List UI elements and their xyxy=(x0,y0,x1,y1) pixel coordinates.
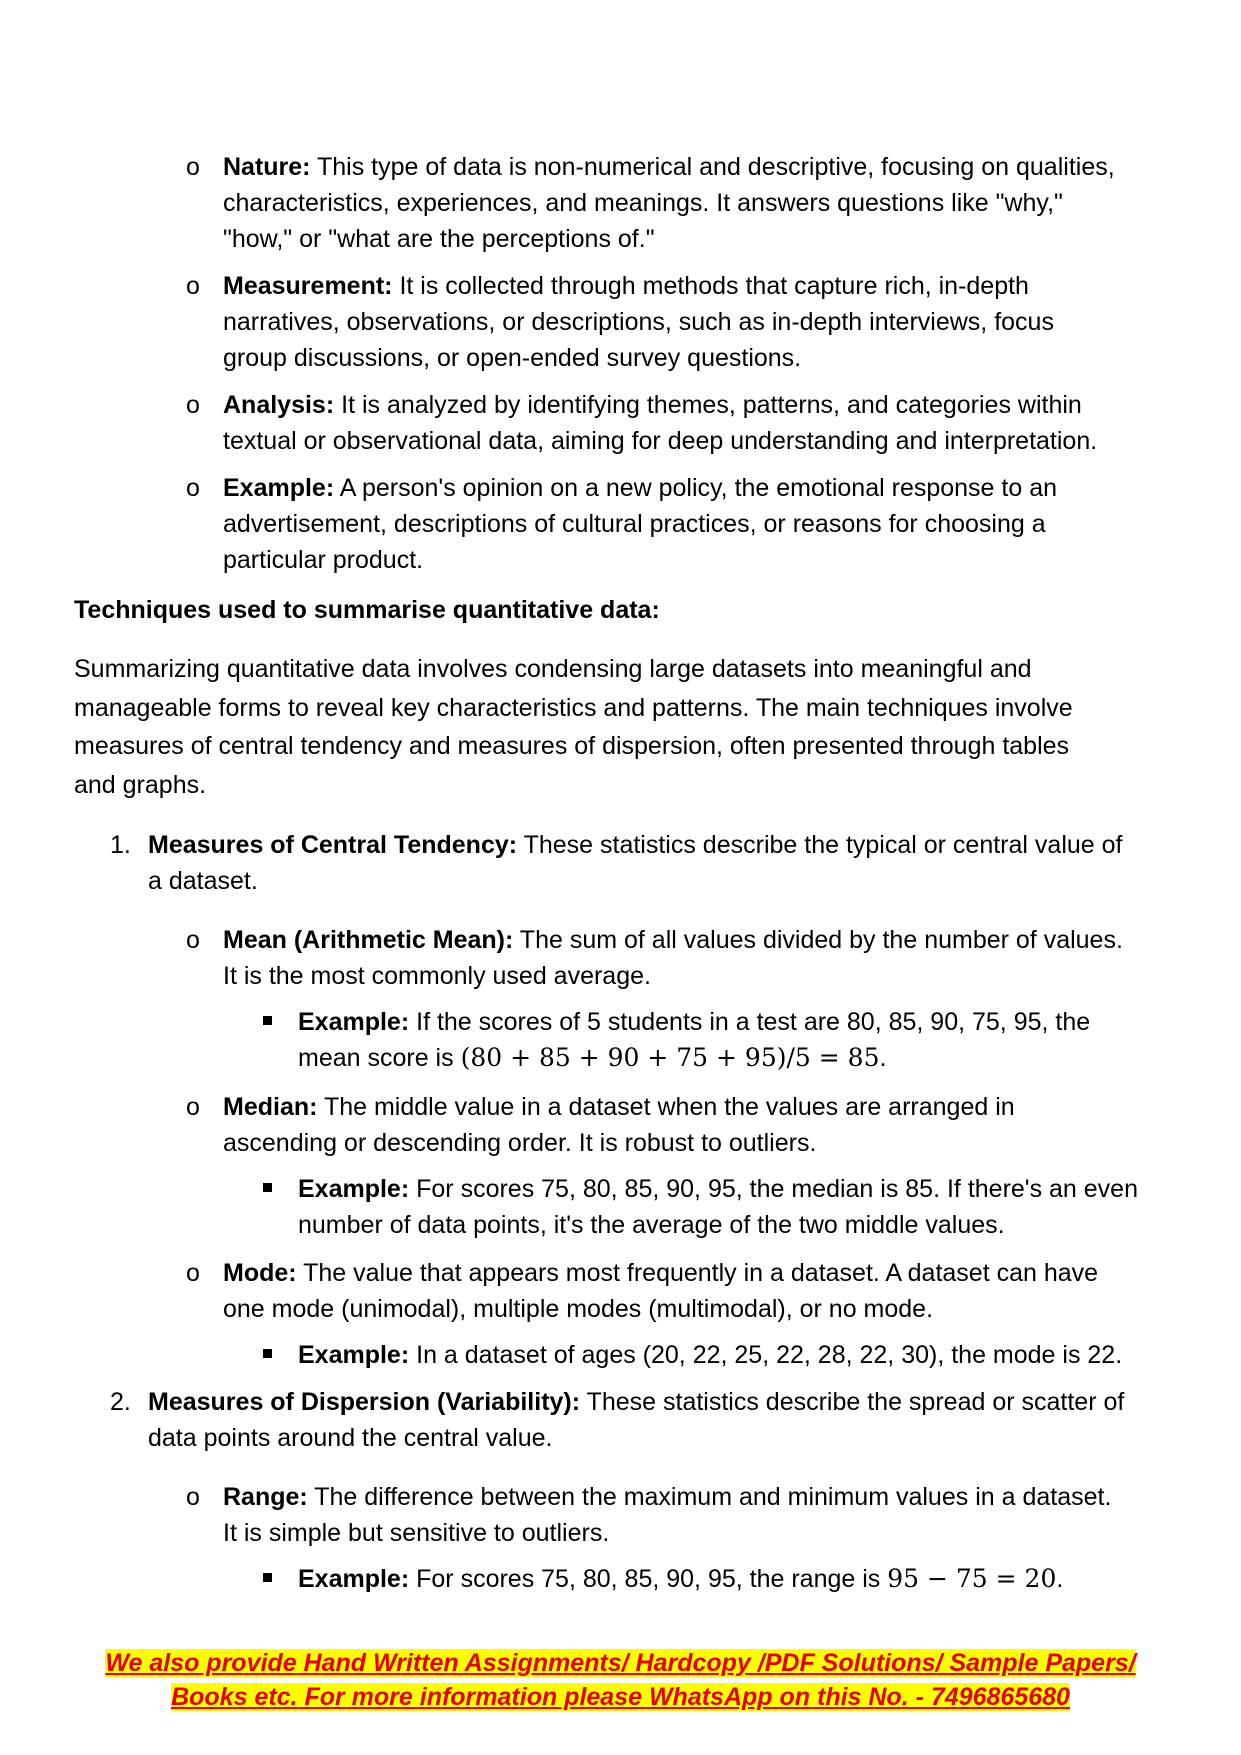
range-text: The difference between the maximum and minimum values in a dataset. xyxy=(307,1483,1112,1511)
median-text: The middle value in a dataset when the values are arranged in xyxy=(317,1093,1015,1121)
section-heading: Techniques used to summarise quantitative data: xyxy=(74,596,660,624)
item-2-number: 2. xyxy=(110,1388,131,1416)
central-tendency-item xyxy=(148,827,1188,899)
intro-paragraph xyxy=(74,650,1174,804)
square-bullet-icon xyxy=(263,1573,272,1582)
median-example-line2: number of data points, it's the average of the two middle values. xyxy=(298,1211,1005,1239)
measurement-line2: narratives, observations, or descriptions, such as in-depth interviews, focus xyxy=(223,308,1054,336)
dispersion-item xyxy=(148,1384,1188,1456)
central-tendency-line2: a dataset. xyxy=(148,867,258,895)
analysis-bullet xyxy=(223,387,1203,459)
mean-example xyxy=(298,1004,1198,1076)
mean-line2: It is the most commonly used average. xyxy=(223,962,651,990)
range-formula: 95 − 75 = 20 xyxy=(887,1564,1057,1593)
range-example xyxy=(298,1561,1198,1597)
qual-example-text: A person's opinion on a new policy, the emotional response to an xyxy=(334,474,1058,502)
median-label: Median: xyxy=(223,1093,318,1121)
range-example-label: Example: xyxy=(298,1565,410,1593)
mean-text: The sum of all values divided by the number of values. xyxy=(513,926,1123,954)
central-tendency-text: These statistics describe the typical or central value of xyxy=(517,831,1123,859)
range-example-text: For scores 75, 80, 85, 90, 95, the range is xyxy=(409,1565,888,1593)
circle-bullet-icon: o xyxy=(186,1259,200,1287)
nature-label: Nature: xyxy=(223,153,311,181)
median-example-label: Example: xyxy=(298,1175,410,1203)
square-bullet-icon xyxy=(263,1016,272,1025)
promo-line-2 xyxy=(0,1680,1241,1714)
range-bullet xyxy=(223,1479,1223,1551)
analysis-line2: textual or observational data, aiming for deep understanding and interpretation. xyxy=(223,427,1098,455)
mode-label: Mode: xyxy=(223,1259,297,1287)
mode-line2: one mode (unimodal), multiple modes (multimodal), or no mode. xyxy=(223,1295,934,1323)
central-tendency-label: Measures of Central Tendency: xyxy=(148,831,518,859)
measurement-text: It is collected through methods that capture rich, in-depth xyxy=(392,272,1029,300)
mean-example-suffix: . xyxy=(879,1044,887,1072)
intro-line-3: measures of central tendency and measures of dispersion, often presented through tables xyxy=(74,732,1070,760)
qual-example-line3: particular product. xyxy=(223,546,424,574)
circle-bullet-icon: o xyxy=(186,153,200,181)
mean-label: Mean (Arithmetic Mean): xyxy=(223,926,514,954)
nature-bullet xyxy=(223,149,1183,257)
circle-bullet-icon: o xyxy=(186,1093,200,1121)
range-example-suffix: . xyxy=(1056,1565,1064,1593)
nature-line3: "how," or "what are the perceptions of." xyxy=(223,225,655,253)
mode-example xyxy=(298,1337,1198,1373)
dispersion-label: Measures of Dispersion (Variability): xyxy=(148,1388,581,1416)
measurement-label: Measurement: xyxy=(223,272,393,300)
qual-example-line2: advertisement, descriptions of cultural practices, or reasons for choosing a xyxy=(223,510,1046,538)
median-example xyxy=(298,1171,1198,1243)
range-line2: It is simple but sensitive to outliers. xyxy=(223,1519,610,1547)
mode-example-label: Example: xyxy=(298,1341,410,1369)
nature-text: This type of data is non-numerical and descriptive, focusing on qualities, xyxy=(310,153,1115,181)
nature-line2: characteristics, experiences, and meanings. It answers questions like "why," xyxy=(223,189,1063,217)
circle-bullet-icon: o xyxy=(186,926,200,954)
promo-text-1: We also provide Hand Written Assignments/ Hardcopy /PDF Solutions/ Sample Papers/ xyxy=(105,1649,1136,1677)
qual-example-label: Example: xyxy=(223,474,335,502)
analysis-text: It is analyzed by identifying themes, patterns, and categories within xyxy=(334,391,1082,419)
median-example-text: For scores 75, 80, 85, 90, 95, the median is 85. If there's an even xyxy=(409,1175,1138,1203)
promo-line-1 xyxy=(0,1646,1241,1680)
intro-line-2: manageable forms to reveal key characteristics and patterns. The main techniques involve xyxy=(74,693,1073,722)
circle-bullet-icon: o xyxy=(186,391,200,419)
measurement-bullet xyxy=(223,268,1183,376)
range-label: Range: xyxy=(223,1483,308,1511)
mode-text: The value that appears most frequently in a dataset. A dataset can have xyxy=(296,1259,1099,1287)
circle-bullet-icon: o xyxy=(186,272,200,300)
dispersion-line2: data points around the central value. xyxy=(148,1424,553,1452)
analysis-label: Analysis: xyxy=(223,391,335,419)
mean-example-prefix: mean score is xyxy=(298,1044,461,1072)
circle-bullet-icon: o xyxy=(186,1483,200,1511)
circle-bullet-icon: o xyxy=(186,474,200,502)
square-bullet-icon xyxy=(263,1183,272,1192)
item-1-number: 1. xyxy=(110,831,131,859)
mode-bullet xyxy=(223,1255,1203,1327)
mean-example-text: If the scores of 5 students in a test are 80, 85, 90, 75, 95, the xyxy=(409,1008,1091,1036)
mean-formula: (80 + 85 + 90 + 75 + 95)/5 = 85 xyxy=(460,1043,880,1072)
intro-line-1: Summarizing quantitative data involves condensing large datasets into meaningful and xyxy=(74,655,1032,683)
median-line2: ascending or descending order. It is robust to outliers. xyxy=(223,1129,817,1157)
qual-example-bullet xyxy=(223,470,1183,578)
mean-example-label: Example: xyxy=(298,1008,410,1036)
square-bullet-icon xyxy=(263,1349,272,1358)
mean-bullet xyxy=(223,922,1223,994)
intro-line-4: and graphs. xyxy=(74,770,207,799)
median-bullet xyxy=(223,1089,1203,1161)
measurement-line3: group discussions, or open-ended survey questions. xyxy=(223,344,802,372)
dispersion-text: These statistics describe the spread or scatter of xyxy=(580,1388,1125,1416)
mode-example-text: In a dataset of ages (20, 22, 25, 22, 28, 22, 30), the mode is 22. xyxy=(409,1341,1123,1369)
promo-text-2: Books etc. For more information please WhatsApp on this No. - 7496865680 xyxy=(171,1683,1070,1711)
